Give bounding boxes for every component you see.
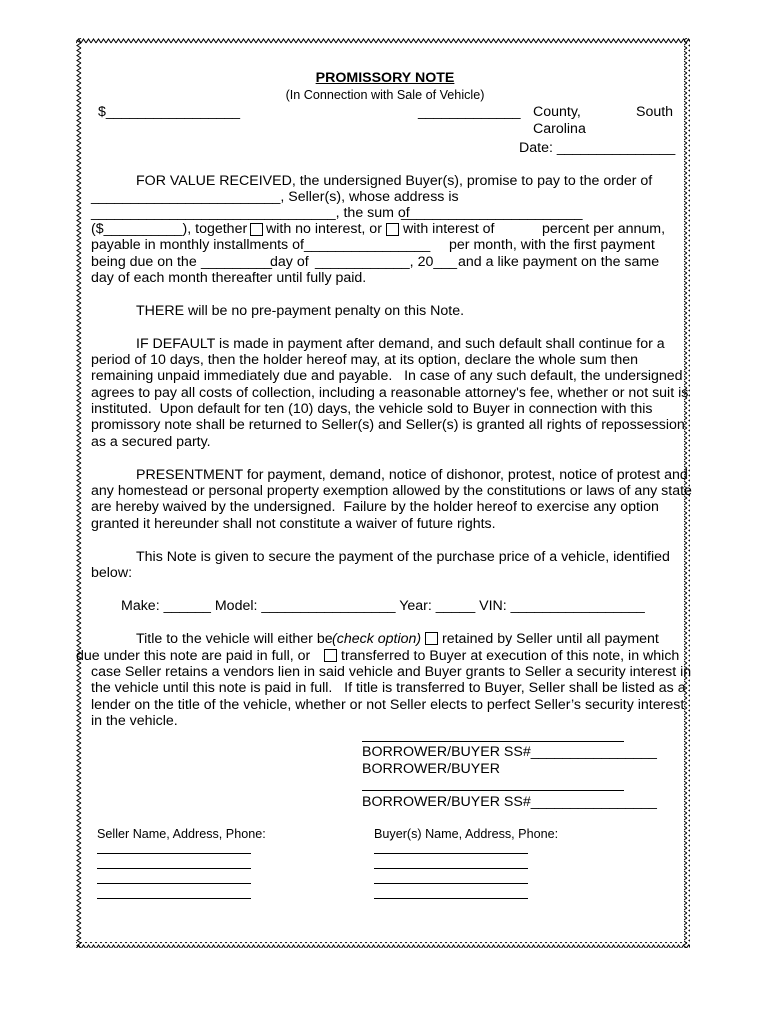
state-label-carolina: Carolina bbox=[533, 121, 586, 137]
presentment-line-1: PRESENTMENT for payment, demand, notice of dishonor, protest, notice of protest and bbox=[136, 467, 688, 483]
installments-label: payable in monthly installments of bbox=[91, 237, 304, 253]
seller-line-3[interactable] bbox=[97, 883, 251, 884]
default-line-1: IF DEFAULT is made in payment after demand, and such default shall continue for a bbox=[136, 336, 665, 352]
default-line-4: agrees to pay all costs of collection, including a reasonable attorney's fee, whether or not suit is bbox=[91, 385, 689, 401]
with-interest-checkbox[interactable] bbox=[386, 223, 399, 236]
presentment-line-2: any homestead or personal property exemption allowed by the constitutions or laws of any state bbox=[91, 483, 692, 499]
p1-line-7: day of each month thereafter until fully paid. bbox=[91, 270, 367, 286]
no-interest-label: with no interest, or bbox=[266, 221, 382, 237]
title-line-2b: transferred to Buyer at execution of this note, in which bbox=[341, 648, 680, 664]
sum-field[interactable]: _______________________ bbox=[401, 205, 583, 221]
presentment-line-4: granted it hereunder shall not constitute a waiver of future rights. bbox=[91, 516, 496, 532]
buyer-line-4[interactable] bbox=[374, 898, 528, 899]
vehicle-fields[interactable]: Make: ______ Model: _________________ Year: _____ VIN: _________________ bbox=[121, 598, 645, 614]
buyer-line-3[interactable] bbox=[374, 883, 528, 884]
seller-line-4[interactable] bbox=[97, 898, 251, 899]
p1-line-1: FOR VALUE RECEIVED, the undersigned Buyer(s), promise to pay to the order of bbox=[136, 173, 653, 189]
default-line-5: instituted. Upon default for ten (10) days, the vehicle sold to Buyer in connection with this bbox=[91, 401, 653, 417]
borrower-label: BORROWER/BUYER bbox=[362, 761, 500, 777]
seller-line-1[interactable] bbox=[97, 853, 251, 854]
seller-contact-label: Seller Name, Address, Phone: bbox=[97, 827, 266, 841]
county-label: County, bbox=[533, 104, 581, 120]
amount-field[interactable]: $_________________ bbox=[98, 104, 241, 120]
p1-line-2: ________________________, Seller(s), whose address is bbox=[91, 189, 459, 205]
signature-line-1[interactable] bbox=[362, 741, 624, 742]
title-line-2a: due under this note are paid in full, or bbox=[76, 648, 311, 664]
retained-by-seller-checkbox[interactable] bbox=[425, 632, 438, 645]
due-month-year-field[interactable]: ____________, 20___ bbox=[315, 254, 458, 270]
due-on-label: being due on the bbox=[91, 254, 197, 270]
title-line-1a: Title to the vehicle will either be bbox=[136, 631, 333, 647]
prepayment-paragraph: THERE will be no pre-payment penalty on this Note. bbox=[136, 303, 465, 319]
date-field[interactable]: Date: _______________ bbox=[519, 140, 676, 156]
document-title: PROMISSORY NOTE bbox=[315, 70, 455, 86]
per-month-label: per month, with the first payment bbox=[449, 237, 655, 253]
due-day-field[interactable]: _________ bbox=[201, 254, 273, 270]
transferred-to-buyer-checkbox[interactable] bbox=[324, 649, 337, 662]
seller-line-2[interactable] bbox=[97, 868, 251, 869]
borrower-ss-1: BORROWER/BUYER SS#________________ bbox=[362, 744, 657, 760]
title-line-6: in the vehicle. bbox=[91, 713, 178, 729]
p1-amount-together: ($__________), together bbox=[91, 221, 248, 237]
no-interest-checkbox[interactable] bbox=[250, 223, 263, 236]
presentment-line-3: are hereby waived by the undersigned. Failure by the holder hereof to exercise any option bbox=[91, 499, 659, 515]
state-label-south: South bbox=[636, 104, 674, 120]
installment-field[interactable]: ________________ bbox=[304, 237, 431, 253]
default-line-6: promissory note shall be returned to Seller(s) and Seller(s) is granted all rights of repossession bbox=[91, 417, 685, 433]
buyer-line-1[interactable] bbox=[374, 853, 528, 854]
signature-line-2[interactable] bbox=[362, 790, 624, 791]
title-line-1c: retained by Seller until all payment bbox=[442, 631, 659, 647]
secure-line-2: below: bbox=[91, 565, 133, 581]
secure-line-1: This Note is given to secure the payment of the purchase price of a vehicle, identified bbox=[136, 549, 670, 565]
county-field[interactable]: _____________ bbox=[418, 104, 521, 120]
default-line-7: as a secured party. bbox=[91, 434, 211, 450]
document-subtitle: (In Connection with Sale of Vehicle) bbox=[285, 88, 485, 102]
default-line-3: remaining unpaid immediately due and payable. In case of any such default, the undersigned bbox=[91, 368, 683, 384]
default-line-2: period of 10 days, then the holder hereof may, at its option, declare the whole sum then bbox=[91, 352, 639, 368]
like-payment-label: and a like payment on the same bbox=[458, 254, 660, 270]
day-of-label: day of bbox=[270, 254, 309, 270]
buyer-contact-label: Buyer(s) Name, Address, Phone: bbox=[374, 827, 559, 841]
check-option-label: (check option) bbox=[332, 631, 422, 647]
buyer-line-2[interactable] bbox=[374, 868, 528, 869]
borrower-ss-2: BORROWER/BUYER SS#________________ bbox=[362, 794, 657, 810]
p1-line-3: _______________________________, the sum of bbox=[91, 205, 410, 221]
title-line-4: the vehicle until this note is paid in full. If title is transferred to Buyer, Seller shall be listed as a bbox=[91, 680, 686, 696]
percent-label: percent per annum, bbox=[542, 221, 666, 237]
title-line-5: lender on the title of the vehicle, whether or not Seller elects to perfect Seller’s security interest bbox=[91, 697, 685, 713]
title-line-3: case Seller retains a vendors lien in said vehicle and Buyer grants to Seller a security interest in bbox=[91, 664, 692, 680]
with-interest-label: with interest of bbox=[403, 221, 495, 237]
